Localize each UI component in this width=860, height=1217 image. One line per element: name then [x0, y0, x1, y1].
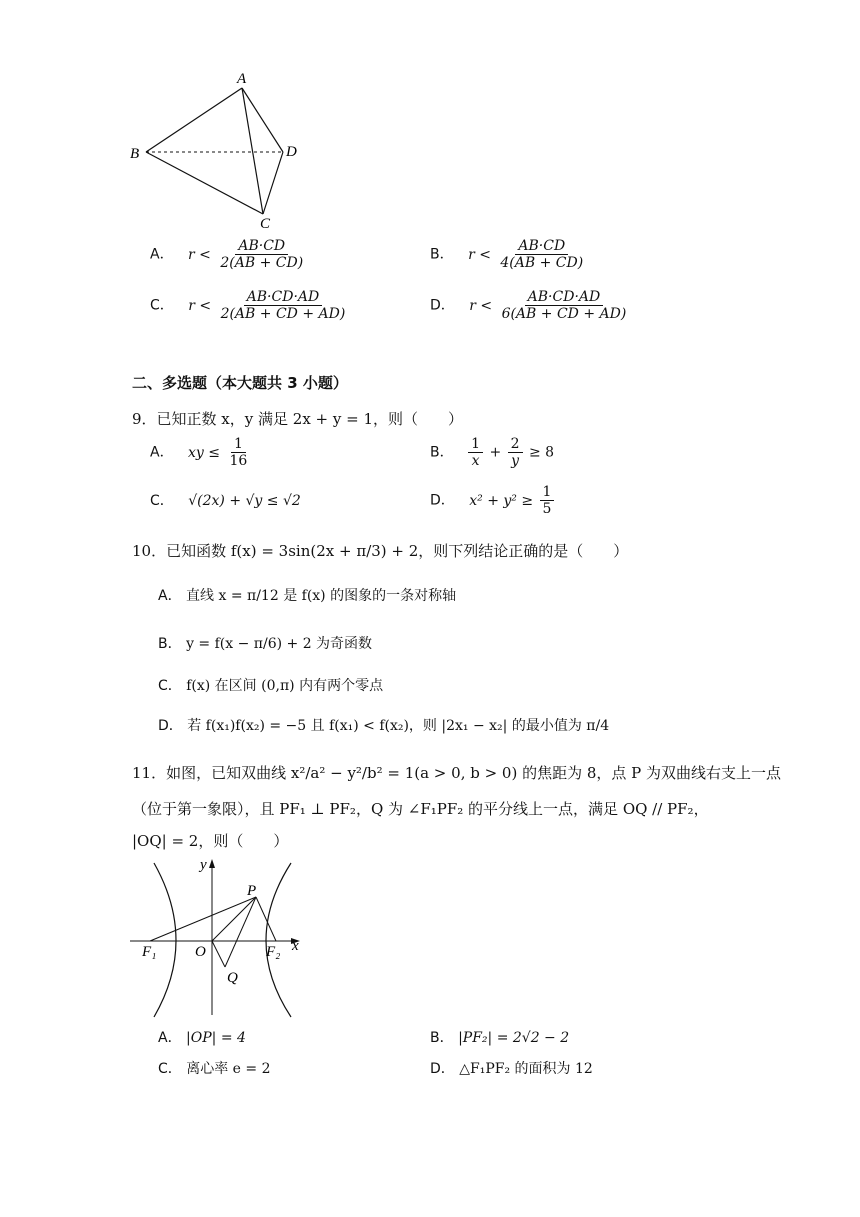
fraction-numerator: 1 — [231, 436, 246, 453]
option-fraction — [217, 238, 306, 271]
edge-BC — [146, 152, 263, 214]
label-O: O — [195, 944, 206, 960]
q11-line-1: 11．如图，已知双曲线 x²/a² − y²/b² = 1(a > 0, b > 0) 的焦距为 8，点 P 为双曲线右支上一点 — [132, 764, 782, 782]
option-text: |OP| = 4 — [186, 1030, 246, 1046]
q9-option-c[interactable] — [150, 490, 301, 510]
fraction-numerator: AB·CD·AD — [525, 289, 604, 306]
edge-DC — [263, 152, 283, 214]
option-expression: √(2x) + √y ≤ √2 — [188, 493, 301, 509]
option-label: D． — [158, 718, 183, 734]
option-label: A． — [150, 444, 174, 461]
fraction-denominator: 2(AB + CD + AD) — [220, 306, 346, 323]
segment-F1P — [150, 897, 256, 941]
option-text: f(x) 在区间 (0,π) 内有两个零点 — [186, 678, 384, 694]
option-lhs: r < — [188, 246, 211, 263]
option-label: B． — [158, 636, 182, 652]
fraction-numerator: 2 — [508, 436, 523, 453]
q10-stem: 10．已知函数 f(x) = 3sin(2x + π/3) + 2，则下列结论正确的是（ ） — [132, 542, 629, 560]
option-lhs: r < — [188, 297, 212, 314]
q8-option-d[interactable] — [430, 289, 631, 322]
fraction-denominator: 2(AB + CD) — [220, 255, 304, 272]
option-expression: xy ≤ — [188, 444, 221, 461]
option-fraction-1 — [468, 436, 483, 469]
fraction-numerator: 1 — [468, 436, 483, 453]
point-B: B — [130, 146, 140, 162]
option-label: D． — [430, 1061, 455, 1077]
hyperbola-figure — [128, 855, 308, 1020]
tetrahedron-figure — [120, 66, 320, 236]
fraction-denominator: y — [511, 453, 520, 470]
option-lhs: r < — [468, 246, 491, 263]
fraction-denominator: 16 — [229, 453, 248, 470]
point-C: C — [260, 216, 271, 232]
option-expression: ≥ 8 — [529, 444, 555, 461]
hyperbola-right-branch — [266, 863, 291, 1017]
q9-option-b[interactable] — [430, 436, 554, 469]
fraction-numerator: AB·CD — [515, 238, 568, 255]
option-fraction — [540, 484, 555, 517]
option-text: 直线 x = π/12 是 f(x) 的图象的一条对称轴 — [186, 588, 457, 604]
segment-OQ — [212, 941, 225, 967]
q10-option-d[interactable] — [158, 715, 609, 735]
q11-option-c[interactable] — [158, 1058, 271, 1078]
option-label: D． — [430, 297, 455, 314]
label-Q: Q — [227, 970, 238, 986]
option-fraction-2 — [508, 436, 523, 469]
option-text: 离心率 e = 2 — [186, 1061, 271, 1077]
y-axis-arrow — [209, 859, 215, 868]
point-A: A — [237, 71, 247, 87]
option-fraction — [497, 238, 586, 271]
fraction-denominator: x — [471, 453, 480, 470]
option-label: B． — [430, 444, 454, 461]
option-label: C． — [150, 493, 174, 509]
q8-option-a[interactable] — [150, 238, 308, 271]
option-text: y = f(x − π/6) + 2 为奇函数 — [186, 636, 373, 652]
option-label: C． — [150, 297, 174, 314]
section-title: 二、多选题（本大题共 3 小题） — [132, 374, 348, 392]
q11-line-2: （位于第一象限），且 PF₁ ⊥ PF₂，Q 为 ∠F₁PF₂ 的平分线上一点，满足 OQ // PF₂， — [132, 800, 709, 818]
q10-option-a[interactable] — [158, 585, 456, 605]
option-fraction — [226, 436, 250, 469]
q9-stem: 9．已知正数 x，y 满足 2x + y = 1，则（ ） — [132, 410, 464, 428]
option-expression: x² + y² ≥ — [469, 492, 534, 509]
edge-AB — [146, 88, 242, 152]
q8-option-b[interactable] — [430, 238, 588, 271]
edge-AC — [242, 88, 263, 214]
q9-option-a[interactable] — [150, 436, 252, 469]
option-label: A． — [158, 588, 182, 604]
fraction-denominator: 6(AB + CD + AD) — [501, 306, 627, 323]
label-P: P — [247, 883, 257, 899]
plus-sign: + — [489, 444, 502, 461]
label-F2: F₂ — [266, 944, 281, 960]
segment-OP — [212, 897, 256, 941]
label-F1: F₁ — [142, 944, 157, 960]
fraction-numerator: AB·CD·AD — [244, 289, 323, 306]
option-lhs: r < — [469, 297, 493, 314]
fraction-denominator: 4(AB + CD) — [500, 255, 584, 272]
q10-option-b[interactable] — [158, 633, 372, 653]
point-D: D — [286, 144, 297, 160]
q11-option-b[interactable] — [430, 1027, 569, 1047]
option-label: B． — [430, 1030, 454, 1046]
option-text: △F₁PF₂ 的面积为 12 — [459, 1061, 593, 1077]
q11-option-a[interactable] — [158, 1027, 246, 1047]
hyperbola-left-branch — [154, 863, 176, 1017]
option-label: C． — [158, 1061, 182, 1077]
option-label: D． — [430, 492, 455, 509]
option-label: A． — [158, 1030, 182, 1046]
option-label: A． — [150, 246, 174, 263]
edge-AD — [242, 88, 283, 152]
fraction-denominator: 5 — [542, 501, 552, 518]
fraction-numerator: 1 — [540, 484, 555, 501]
q9-option-d[interactable] — [430, 484, 556, 517]
label-y: y — [200, 857, 207, 873]
option-label: C． — [158, 678, 182, 694]
q11-option-d[interactable] — [430, 1058, 593, 1078]
option-label: B． — [430, 246, 454, 263]
option-text: 若 f(x₁)f(x₂) = −5 且 f(x₁) < f(x₂)，则 |2x₁ − x₂| 的最小值为 π/4 — [187, 718, 610, 734]
q11-line-3: |OQ| = 2，则（ ） — [132, 832, 289, 850]
option-fraction — [499, 289, 630, 322]
option-text: |PF₂| = 2√2 − 2 — [458, 1030, 570, 1046]
q8-option-c[interactable] — [150, 289, 350, 322]
option-fraction — [218, 289, 349, 322]
fraction-numerator: AB·CD — [235, 238, 288, 255]
label-x: x — [292, 938, 299, 954]
q10-option-c[interactable] — [158, 675, 383, 695]
